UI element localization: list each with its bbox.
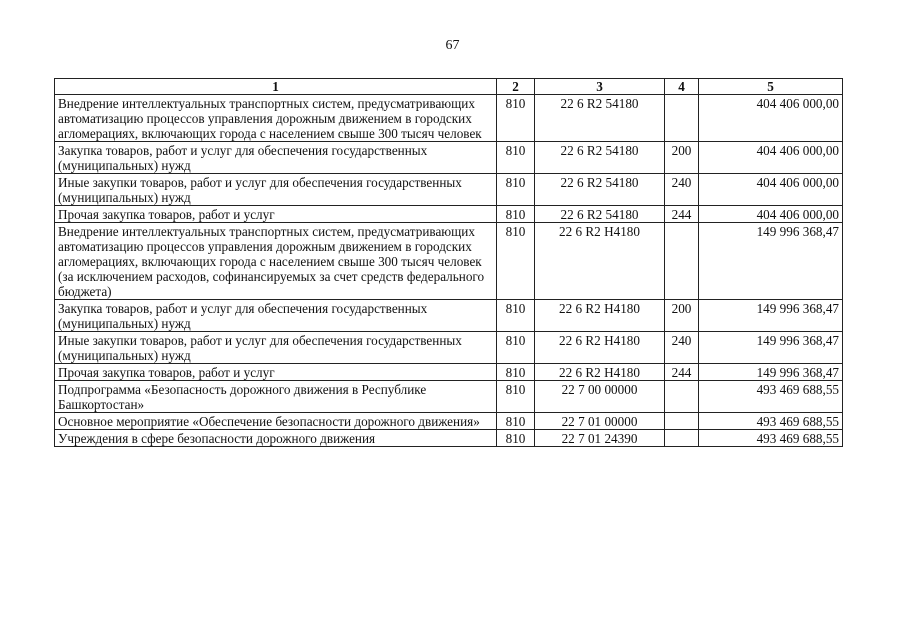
row-col4: 240 [665,174,699,206]
table-body [55,95,843,447]
header-col-2: 2 [497,79,535,95]
row-amount: 404 406 000,00 [699,142,843,174]
row-col3: 22 6 R2 54180 [535,142,665,174]
table-row [55,174,843,206]
row-col2: 810 [497,413,535,430]
header-row [55,79,843,95]
row-col3: 22 6 R2 54180 [535,206,665,223]
row-name: Учреждения в сфере безопасности дорожного движения [55,430,497,447]
table-row [55,332,843,364]
row-amount: 149 996 368,47 [699,300,843,332]
row-col2: 810 [497,142,535,174]
row-col4: 244 [665,364,699,381]
table-row [55,300,843,332]
row-col4 [665,381,699,413]
table-row [55,364,843,381]
row-amount: 149 996 368,47 [699,332,843,364]
row-col4 [665,223,699,300]
row-amount: 149 996 368,47 [699,364,843,381]
page-number: 67 [445,38,460,53]
row-col2: 810 [497,364,535,381]
row-col2: 810 [497,206,535,223]
table-row [55,381,843,413]
row-name: Основное мероприятие «Обеспечение безопасности дорожного движения» [55,413,497,430]
row-col3: 22 6 R2 54180 [535,174,665,206]
row-amount: 493 469 688,55 [699,430,843,447]
row-col4 [665,413,699,430]
row-col2: 810 [497,174,535,206]
row-col4: 240 [665,332,699,364]
row-col3: 22 6 R2 H4180 [535,332,665,364]
row-name: Подпрограмма «Безопасность дорожного движения в Республике Башкортостан» [55,381,497,413]
row-col2: 810 [497,332,535,364]
table-row [55,142,843,174]
table-row [55,223,843,300]
header-col-1: 1 [55,79,497,95]
row-col4 [665,430,699,447]
row-col3: 22 7 01 24390 [535,430,665,447]
row-name: Прочая закупка товаров, работ и услуг [55,364,497,381]
row-amount: 404 406 000,00 [699,174,843,206]
row-col3: 22 7 01 00000 [535,413,665,430]
row-amount: 404 406 000,00 [699,95,843,142]
row-name: Закупка товаров, работ и услуг для обеспечения государственных (муниципальных) нужд [55,300,497,332]
table-row [55,95,843,142]
row-col3: 22 6 R2 54180 [535,95,665,142]
row-amount: 493 469 688,55 [699,413,843,430]
row-col4 [665,95,699,142]
table-row [55,206,843,223]
row-name: Иные закупки товаров, работ и услуг для обеспечения государственных (муниципальных) нужд [55,332,497,364]
row-amount: 149 996 368,47 [699,223,843,300]
header-col-5: 5 [699,79,843,95]
row-amount: 493 469 688,55 [699,381,843,413]
row-col3: 22 6 R2 H4180 [535,364,665,381]
row-name: Закупка товаров, работ и услуг для обеспечения государственных (муниципальных) нужд [55,142,497,174]
row-name: Прочая закупка товаров, работ и услуг [55,206,497,223]
row-name: Внедрение интеллектуальных транспортных систем, предусматривающих автоматизацию процессов управления дорожным движением в городских агломерациях, включающих города с населением свыше 300 тысяч человек (за исключением расходов, софинансируемых за счет средств федерального бюджета) [55,223,497,300]
row-col2: 810 [497,223,535,300]
row-col4: 200 [665,300,699,332]
row-col3: 22 7 00 00000 [535,381,665,413]
row-col3: 22 6 R2 H4180 [535,300,665,332]
budget-table [54,78,843,447]
row-col4: 244 [665,206,699,223]
row-amount: 404 406 000,00 [699,206,843,223]
row-col2: 810 [497,95,535,142]
row-name: Иные закупки товаров, работ и услуг для обеспечения государственных (муниципальных) нужд [55,174,497,206]
row-col2: 810 [497,430,535,447]
table-row [55,413,843,430]
table-row [55,430,843,447]
row-col2: 810 [497,381,535,413]
row-name: Внедрение интеллектуальных транспортных систем, предусматривающих автоматизацию процессов управления дорожным движением в городских агломерациях, включающих города с населением свыше 300 тысяч человек [55,95,497,142]
header-col-4: 4 [665,79,699,95]
row-col3: 22 6 R2 H4180 [535,223,665,300]
row-col4: 200 [665,142,699,174]
row-col2: 810 [497,300,535,332]
header-col-3: 3 [535,79,665,95]
